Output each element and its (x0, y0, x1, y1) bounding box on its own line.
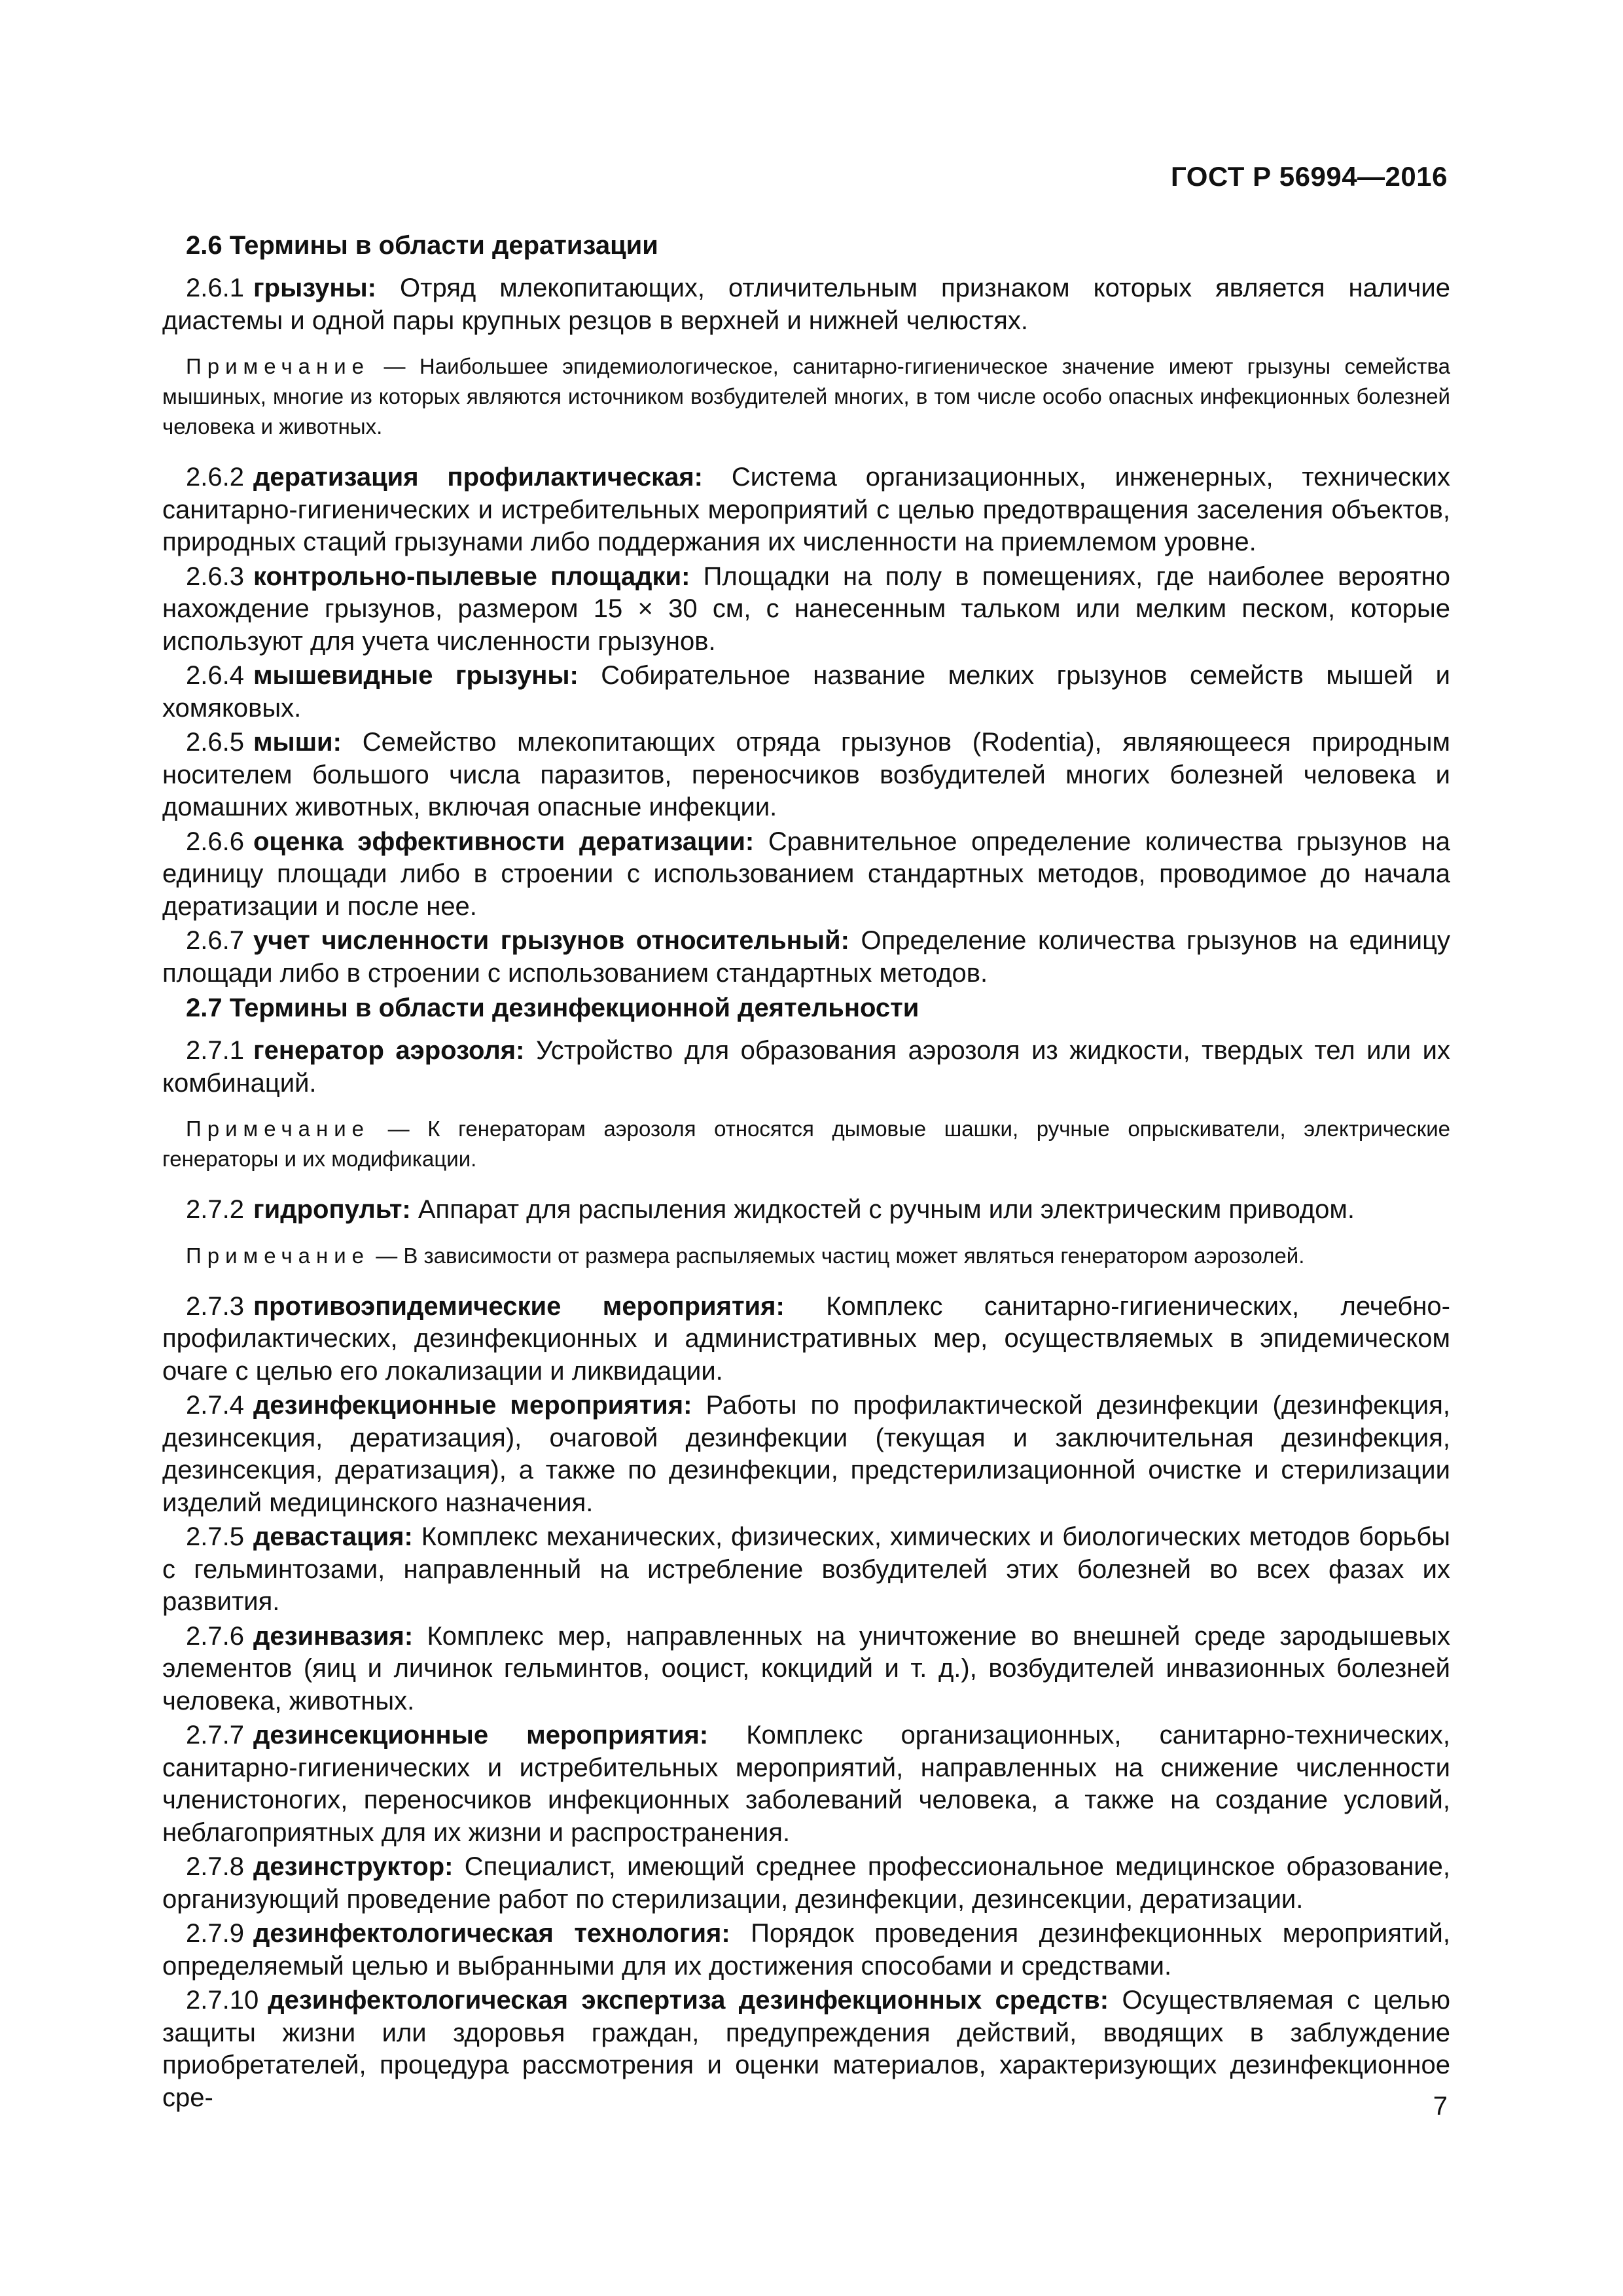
term-name: контрольно-пылевые площадки: (253, 562, 690, 591)
term-number: 2.7.6 (186, 1621, 244, 1651)
note (162, 351, 1450, 442)
term-number: 2.6.1 (186, 274, 244, 302)
page-number: 7 (1433, 2092, 1448, 2121)
note (162, 1241, 1450, 1271)
term-entry (162, 272, 1450, 337)
term-number: 2.7.10 (186, 1986, 259, 2015)
term-entry (162, 461, 1450, 559)
note-text: — Наибольшее эпидемиологическое, санитарно-гигиеническое значение имеют грызуны семейства мышиных, многие из которых являются источником возбудителей многих, в том числе особо опасных инфекционных болезней человека и животных. (162, 354, 1450, 439)
term-definition: Устройство для образования аэрозоля из жидкости, твердых тел или их комбинаций. (162, 1036, 1451, 1098)
term-definition: Комплекс механических, физических, химических и биологических методов борьбы с гельминтозами, направленный на истребление возбудителей этих болезней во всех фазах их развития. (162, 1522, 1450, 1616)
term-definition: Комплекс санитарно-гигиенических, лечебно-профилактических, дезинфекционных и административных мер, осуществляемых в эпидемическом очаге с целью его локализации и ликвидации. (162, 1291, 1450, 1386)
note-label: Примечание (186, 354, 370, 378)
term-entry (162, 1621, 1450, 1718)
term-definition: Семейство млекопитающих отряда грызунов (Rodentia), являяющееся природным носителем большого числа паразитов, переносчиков возбудителей многих болезней человека и домашних животных, включая опасные инфекции. (162, 728, 1450, 821)
term-number: 2.7.7 (186, 1721, 244, 1749)
term-name: противоэпидемические мероприятия: (253, 1291, 785, 1321)
term-definition: Площадки на полу в помещениях, где наиболее вероятно нахождение грызунов, размером 15 × 30 см, с нанесенным тальком или мелким песком, которые используют для учета численности грызунов. (162, 562, 1450, 656)
term-entry (162, 726, 1450, 824)
note (162, 1114, 1450, 1174)
term-number: 2.7.2 (186, 1195, 244, 1224)
note-label: Примечание (186, 1117, 370, 1141)
term-name: грызуны: (253, 274, 376, 302)
term-definition: Комплекс мер, направленных на уничтожение во внешней среде зародышевых элементов (яиц и личинок гельминтов, ооцист, кокцидий и т. д.), возбудителей инвазионных болезней человека, животных. (162, 1621, 1450, 1715)
term-entry (162, 1918, 1450, 1982)
term-definition: Система организационных, инженерных, технических санитарно-гигиенических и истребительных мероприятий с целью предотвращения заселения объектов, природных стаций грызунами либо поддержания их численности на приемлемом уровне. (162, 463, 1450, 556)
term-number: 2.6.2 (186, 463, 244, 492)
term-definition: Комплекс организационных, санитарно-технических, санитарно-гигиенических и истребительных мероприятий, направленных на снижение численности членистоногих, переносчиков инфекционных заболеваний человека, а также на создание условий, неблагоприятных для их жизни и распространения. (162, 1721, 1450, 1847)
term-name: дезинсекционные мероприятия: (253, 1721, 709, 1749)
term-entry (162, 561, 1450, 658)
term-number: 2.6.3 (186, 562, 244, 591)
note-text: — К генераторам аэрозоля относятся дымовые шашки, ручные опрыскиватели, электрические генераторы и их модификации. (162, 1117, 1450, 1171)
document-body (162, 229, 1450, 2116)
term-number: 2.6.6 (186, 827, 244, 856)
term-definition: Сравнительное определение количества грызунов на единицу площади либо в строении с использованием стандартных методов, проводимое до начала дератизации и после нее. (162, 827, 1451, 921)
term-entry (162, 1521, 1450, 1619)
term-number: 2.7.1 (186, 1036, 244, 1065)
term-name: гидропульт: (253, 1195, 411, 1224)
term-name: мышевидные грызуны: (253, 661, 579, 690)
term-name: учет численности грызунов относительный: (253, 926, 849, 955)
term-number: 2.7.3 (186, 1291, 244, 1321)
term-name: девастация: (253, 1522, 413, 1551)
term-number: 2.7.9 (186, 1919, 244, 1948)
term-definition: Осуществляемая с целью защиты жизни или здоровья граждан, предупреждения действий, вводящих в заблуждение приобретателей, процедура рассмотрения и оценки материалов, характеризующих дезинфекционное сре- (162, 1986, 1450, 2112)
term-name: дезинвазия: (253, 1621, 414, 1651)
term-definition: Работы по профилактической дезинфекции (дезинфекция, дезинсекция, дератизация), очаговой дезинфекции (текущая и заключительная дезинфекция, дезинсекция, дератизация), а также по дезинфекции, предстерилизационной очистке и стерилизации изделий медицинского назначения. (162, 1391, 1450, 1517)
term-entry (162, 925, 1450, 990)
document-header: ГОСТ Р 56994—2016 (1171, 161, 1448, 192)
term-number: 2.6.7 (186, 926, 244, 955)
term-number: 2.7.4 (186, 1391, 244, 1420)
term-entry (162, 1719, 1450, 1849)
term-entry (162, 1390, 1450, 1519)
term-name: дезинфектологическая технология: (253, 1919, 730, 1948)
term-definition: Собирательное название мелких грызунов семейств мышей и хомяковых. (162, 661, 1450, 723)
term-entry (162, 1035, 1450, 1100)
term-entry (162, 1851, 1450, 1916)
term-name: дератизация профилактическая: (253, 463, 703, 492)
term-number: 2.7.8 (186, 1852, 244, 1881)
term-name: мыши: (253, 728, 342, 757)
term-name: генератор аэрозоля: (253, 1036, 525, 1065)
term-entry (162, 1194, 1450, 1227)
term-entry (162, 1291, 1450, 1388)
term-number: 2.6.5 (186, 728, 244, 757)
term-name: дезинфектологическая экспертиза дезинфекционных средств: (268, 1986, 1109, 2015)
term-definition: Отряд млекопитающих, отличительным признаком которых является наличие диастемы и одной пары крупных резцов в верхней и нижней челюстях. (162, 274, 1450, 335)
note-text: — В зависимости от размера распыляемых частиц может являться генератором аэрозолей. (376, 1243, 1305, 1268)
term-name: дезинфекционные мероприятия: (253, 1391, 692, 1420)
term-definition: Специалист, имеющий среднее профессиональное медицинское образование, организующий проведение работ по стерилизации, дезинфекции, дезинсекции, дератизации. (162, 1852, 1450, 1914)
term-definition: Порядок проведения дезинфекционных мероприятий, определяемый целью и выбранными для их достижения способами и средствами. (162, 1919, 1450, 1981)
term-definition: Определение количества грызунов на единицу площади либо в строении с использованием стандартных методов. (162, 926, 1450, 988)
term-definition: Аппарат для распыления жидкостей с ручным или электрическим приводом. (418, 1195, 1355, 1224)
term-name: оценка эффективности дератизации: (253, 827, 755, 856)
note-label: Примечание (186, 1243, 370, 1268)
term-entry (162, 826, 1450, 924)
section-heading: 2.6 Термины в области дератизации (186, 231, 658, 260)
term-entry (162, 1984, 1450, 2114)
term-number: 2.6.4 (186, 661, 244, 690)
section-heading: 2.7 Термины в области дезинфекционной деятельности (186, 994, 919, 1022)
term-name: дезинструктор: (253, 1852, 454, 1881)
term-number: 2.7.5 (186, 1522, 244, 1551)
term-entry (162, 660, 1450, 725)
